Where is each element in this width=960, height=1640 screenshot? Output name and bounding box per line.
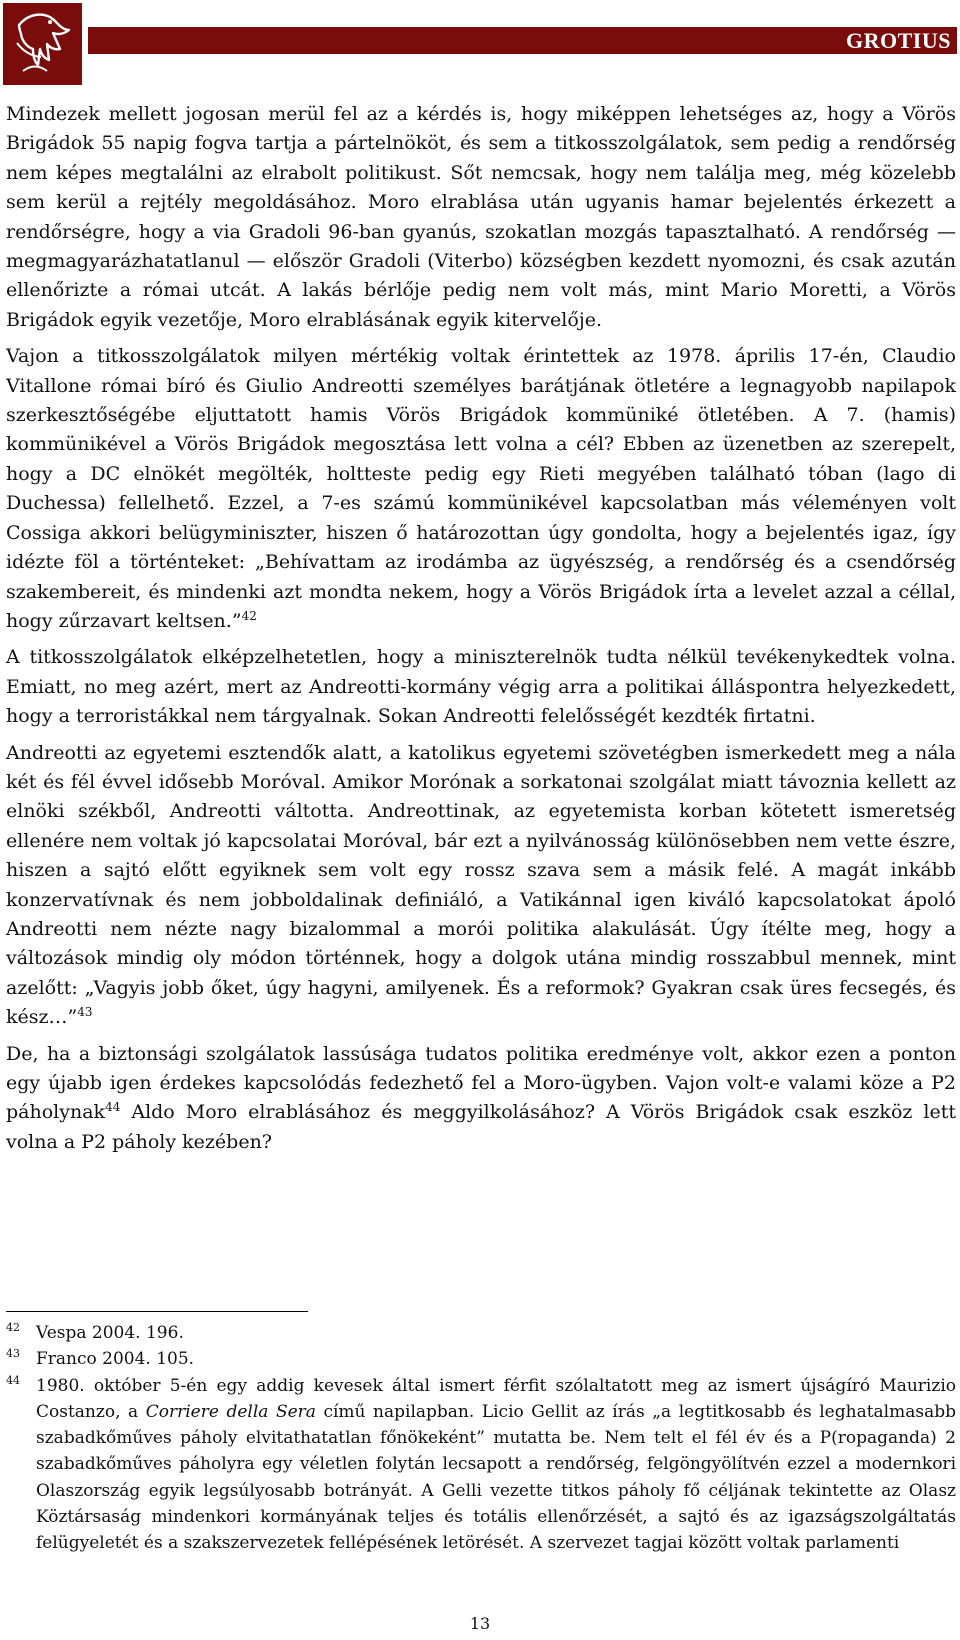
page-number: 13 — [469, 1614, 491, 1633]
paragraph: A titkosszolgálatok elképzelhetetlen, hogy a miniszterelnök tudta nélkül tevékenykedtek volna. Emiatt, no meg azért, mert az Andreotti-kormány végig arra a politikai álláspontra helyezkedett, hogy a terroristákkal nem tárgyalnak. Sokan Andreotti felelősségét kezdték firtatni. — [6, 646, 956, 728]
footnote-separator — [6, 1311, 308, 1312]
header-bar — [88, 27, 957, 54]
logo — [3, 3, 82, 85]
paragraph: De, ha a biztonsági szolgálatok lassúsága tudatos politika eredménye volt, akkor ezen a ponton egy újabb igen érdekes kapcsolódás fedezhető fel a Moro-ügyben. Vajon volt-e valami köze a P2 páholynak$^{44}$ Aldo Moro elrablásához és meggyilkolásához? A Vörös Brigádok csak eszköz lett volna a P2 páholy kezében? — [6, 1042, 956, 1153]
footnote — [6, 1346, 956, 1372]
paragraph: Andreotti az egyetemi esztendők alatt, a katolikus egyetemi szövetégben ismerkedett meg a nála két és fél évvel idősebb Moróval. Amikor Morónak a sorkatonai szolgálat miatt távoznia kellett az elnöki székből, Andreotti váltotta. Andreottinak, az egyetemista korban kötetett ismeretség ellenére nem voltak jó kapcsolatai Moróval, bár ezt a nyilvánosság különösebben nem vette észre, hiszen a sajtó előtt egyiknek sem volt egy rossz szava sem a másik felé. A magát inkább konzervatívnak és nem jobboldalinak definiáló, a Vatikánnal igen kiváló kapcsolatokat ápoló Andreotti nem nézte nagy bizalommal a morói politika alakulását. Úgy ítélte meg, hogy a változások mindig oly módon történnek, hogy a dolgok utána mindig rosszabbul mennek, mint azelőtt: „Vagyis jobb őket, úgy hagyni, amilyenek. És a reformok? Gyakran csak üres fecsegés, és kész…”$^{43}$ — [6, 741, 956, 1029]
header-title: GROTIUS — [846, 28, 951, 53]
bird-emblem-icon — [3, 3, 82, 85]
footnote-text: Franco 2004. 105. — [36, 1349, 195, 1370]
footnote-number: 42 — [6, 1321, 20, 1334]
page-header — [0, 0, 960, 90]
footnote-number: 44 — [6, 1373, 20, 1387]
main-text — [6, 100, 956, 1164]
paragraph: Vajon a titkosszolgálatok milyen mértékig voltak érintettek az 1978. április 17-én, Claudio Vitallone római bíró és Giulio Andreotti személyes barátjának ötletére a legnagyobb napilapok szerkesztőségébe eljuttatott hamis Vörös Brigádok kommüniké ötletében. A 7. (hamis) kommünikével a Vörös Brigádok megosztása lett volna a cél? Ebben az üzenetben az szerepelt, hogy a DC elnökét megölték, holttestе pedig egy Rieti megyében található tóban (lago di Duchessa) fellelhető. Ezzel, a 7-es számú kommünikével kapcsolatban más véleményen volt Cossiga akkori belügyminiszter, hiszen ő határozottan úgy gondolta, hogy a bejelentés igaz, így idézte föl a történteket: „Behívattam az irodámba az ügyészség, a rendőrség és a csendőrség szakembereit, és mindenki azt mondta nekem, hogy a Vörös Brigádok írta a levelet azzal a céllal, hogy zűrzavart keltsen.”$^{42}$ — [6, 345, 956, 632]
newspaper-title: Corriere della Sera — [145, 1401, 316, 1422]
footnote-number: 43 — [6, 1347, 20, 1361]
paragraph: Mindezek mellett jogosan merül fel az a kérdés is, hogy miképpen lehetséges az, hogy a Vörös Brigádok 55 napig fogva tartja a pártelnököt, és sem a titkosszolgálatok, sem pedig a rendőrség nem képes megtalálni az elrabolt politikust. Sőt nemcsak, hogy nem találja meg, még közelebb sem kerül a rejtély megoldásához. Moro elrablása után ugyanis hamar bejelentés érkezett a rendőrségre, hogy a via Gradoli 96-ban gyanús, szokatlan mozgás tapasztalható. A rendőrség — megmagyarázhatatlanul — először Gradoli (Viterbo) községben kezdett nyomozni, és csak azután ellenőrizte a római utcát. A lakás bérlője pedig nem volt más, mint Mario Moretti, a Vörös Brigádok egyik vezetője, Moro elrablásának egyik kitervelője. — [6, 103, 956, 331]
footnote-ref[interactable]: 43 — [77, 1005, 93, 1020]
footnotes — [6, 1320, 956, 1557]
footnote-text: Vespa 2004. 196. — [36, 1323, 184, 1343]
footnote-ref[interactable]: 42 — [241, 608, 257, 623]
footnote — [6, 1320, 956, 1346]
footnote: 44 1980. október 5-én egy addig kevesek által ismert férfit szólaltatott meg az ismert újságíró Maurizio Costanzo, a Corriere della Sera című napilapban. Licio Gellit az írás „a legtitkosabb és leghatalmasabb szabadkőműves páholy elvitathatatlan főnökeként” mutatta be. Nem telt el fél év és a P(ropaganda) 2 szabadkőműves páholyra egy véletlen folytán lecsapott a rendőrség, felgöngyölítvén ezzel a modernkori Olaszország egyik legsúlyosabb botrányát. A Gelli vezette titkos páholy fő céljának tekintette az Olasz Köztársaság mindenkori kormányának teljes és totális ellenőrzését, a sajtó és az igazságszolgáltatás felügyeletét és a szakszervezetek fellépésének letörését. A szervezet tagjai között voltak parlamenti — [6, 1373, 956, 1554]
footnote-ref[interactable]: 44 — [105, 1100, 121, 1115]
